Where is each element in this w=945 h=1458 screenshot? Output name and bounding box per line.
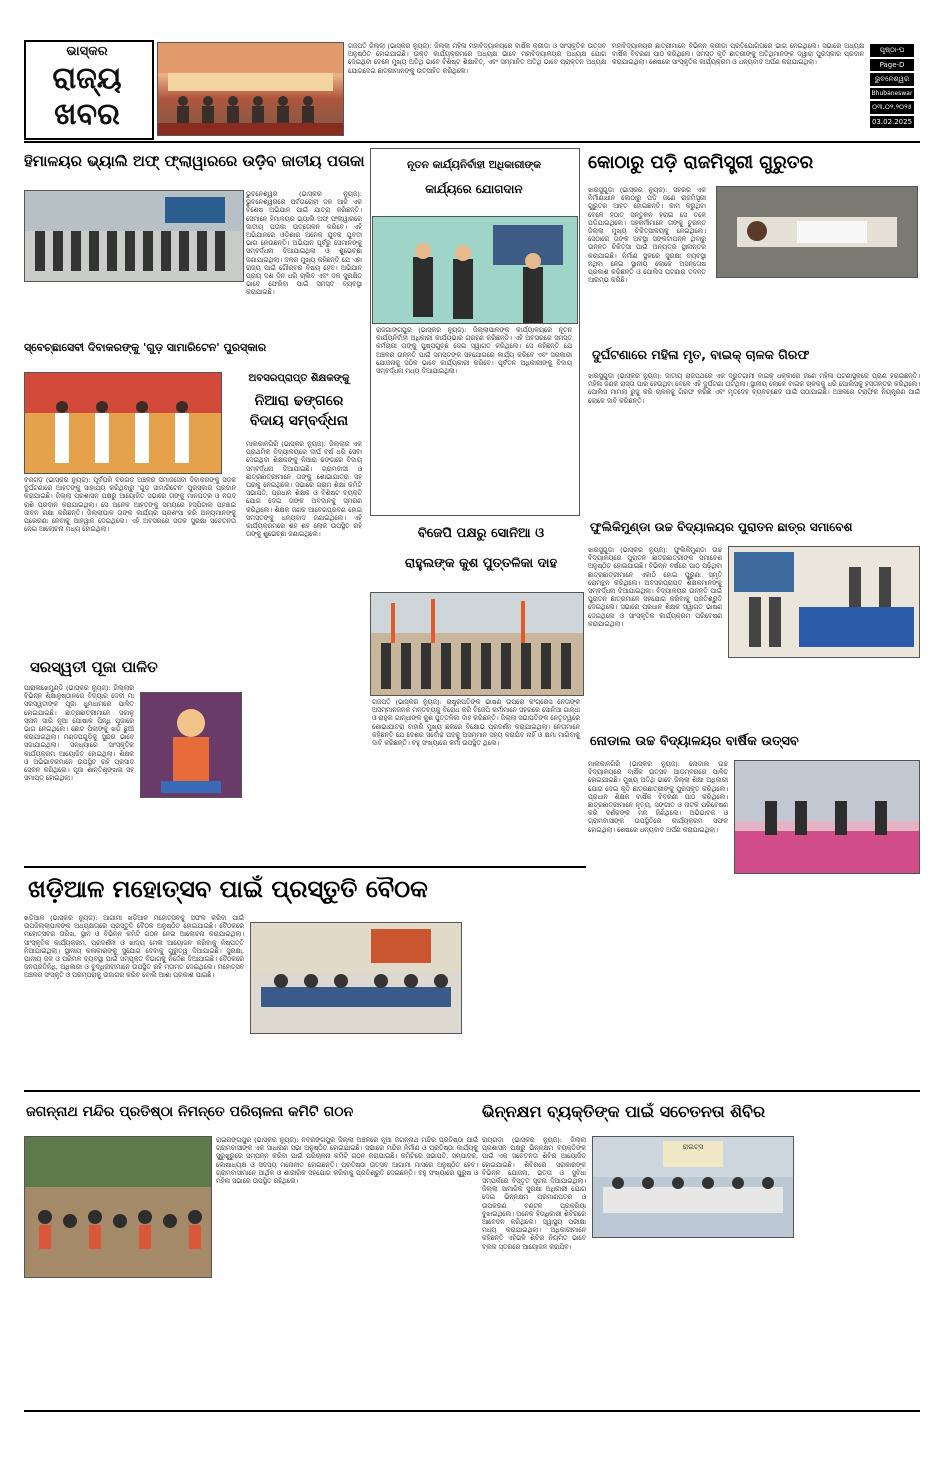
masthead-brand: ଭାସ୍କର <box>66 44 108 59</box>
village-meeting-image <box>25 1137 211 1277</box>
masthead-title-line2: ଖବର <box>54 97 120 132</box>
story3-text: ଝାରସୁଗୁଡ଼ା (ଭାସ୍କର ନ୍ୟୁଜ): ସହରର ଏକ ନିର୍ମାଣାଧୀନ କୋଠାରୁ ପଡ଼ି ଜଣେ ରାଜମିସ୍ତ୍ରୀ ଗୁରୁତର ଆହତ ହୋଇଛନ୍ତି। କାମ କରୁଥିବା ବେଳେ ହଠାତ୍ ସନ୍ତୁଳନ ହରାଇ ସେ ତଳେ ପଡ଼ିଯାଇଥିଲେ। ସହକର୍ମୀମାନେ ତାଙ୍କୁ ତୁରନ୍ତ ଜିଲ୍ଲା ମୁଖ୍ୟ ଚିକିତ୍ସାଳୟକୁ ନେଇଥିଲେ। ସେଠାରେ ତାଙ୍କ ଅବସ୍ଥା ସଙ୍କଟାପନ୍ନ ଥିବାରୁ ଉନ୍ନତ ଚିକିତ୍ସା ପାଇଁ ଅନ୍ୟତ୍ର ସ୍ଥାନାନ୍ତର କରାଯାଇଛି। ନିର୍ମାଣ ସ୍ଥଳରେ ସୁରକ୍ଷା ବ୍ୟବସ୍ଥା ନଥିବା ନେଇ ସ୍ଥାନୀୟ ଲୋକେ ଅସନ୍ତୋଷ ପ୍ରକାଶ କରିଛନ୍ତି ଓ ପୋଲିସ ଘଟଣାର ତଦନ୍ତ ଆରମ୍ଭ କରିଛି। <box>588 186 706 285</box>
story4-photo <box>24 372 222 474</box>
award-ceremony-image <box>25 373 221 473</box>
story2-headline-line1: ନୂତନ କାର୍ଯ୍ୟନିର୍ବାହୀ ଅଧିକାରୀଙ୍କ <box>406 159 541 171</box>
story7-photo <box>728 546 920 658</box>
annual-function-image <box>735 761 919 873</box>
story12-text-2 <box>24 1282 210 1398</box>
story4-text: ବରଗଡ଼ (ଭାସ୍କର ନ୍ୟୁଜ): ପୂର୍ବପରି ବରଗଡ଼ ଅଞ୍ଚଳର ସମାଜସେବୀ ଦିବାକରଙ୍କୁ ସଡ଼କ ଦୁର୍ଘଟଣାରେ ଆହତଙ୍କୁ ସାହାଯ୍ୟ କରିଥିବାରୁ 'ଗୁଡ଼ ସାମାରିଟେନ' ପୁରସ୍କାର ପ୍ରଦାନ କରାଯାଇଛି। ଜିଲ୍ଲା ପ୍ରଶାସନ ପକ୍ଷରୁ ଆୟୋଜିତ ସଭାରେ ତାଙ୍କୁ ମାନପତ୍ର ଓ ନଗଦ ରାଶି ପ୍ରଦାନ କରାଯାଇଥିଲା। ସେ ଅନେକ ଆହତଙ୍କୁ ସମୟରେ ହସ୍ପିଟାଲ ପହଞ୍ଚାଇ ଜୀବନ ରକ୍ଷା କରିଛନ୍ତି। ଜିଲ୍ଲାପାଳ ତାଙ୍କ କାର୍ଯ୍ୟର ପ୍ରଶଂସା କରି ଅନ୍ୟମାନଙ୍କୁ ପ୍ରେରଣା ନେବାକୁ ଆହ୍ୱାନ ଦେଇଥିଲେ। ଏହି ଅବସରରେ ସଡ଼କ ସୁରକ୍ଷା ସଚେତନତା ନେଇ ଆଲୋଚନା ମଧ୍ୟ ହୋଇଥିଲା। <box>24 476 236 534</box>
story7-text: ଝାରସୁଗୁଡ଼ା (ଭାସ୍କର ନ୍ୟୁଜ): ଫୁଲିକିମୁଣ୍ଡା ଉଚ୍ଚ ବିଦ୍ୟାଳୟରେ ପୁରାତନ ଛାତ୍ରଛାତ୍ରୀଙ୍କ ସମାବେଶ ଅନୁଷ୍ଠିତ ହୋଇଯାଇଛି। ବିଭିନ୍ନ ବର୍ଷରେ ପାଠ ପଢ଼ିଥିବା ଛାତ୍ରଛାତ୍ରୀମାନେ ଏକାଠି ହୋଇ ପୁରୁଣା ସ୍ମୃତି ରୋମନ୍ଥନ କରିଥିଲେ। ଅବସରପ୍ରାପ୍ତ ଶିକ୍ଷକମାନଙ୍କୁ ସମ୍ବର୍ଦ୍ଧନା ଦିଆଯାଇଥିଲା। ବିଦ୍ୟାଳୟର ଉନ୍ନତି ପାଇଁ ପୁରାତନ ଛାତ୍ରମାନେ ସହଯୋଗ କରିବାକୁ ପ୍ରତିଶ୍ରୁତି ଦେଇଥିଲେ। ସଭାରେ ପ୍ରଧାନ ଶିକ୍ଷକ ସ୍ୱାଗତ ଭାଷଣ ଦେଇଥିଲେ ଓ ସାଂସ୍କୃତିକ କାର୍ଯ୍ୟକ୍ରମ ପରିବେଷଣ କରାଯାଇଥିଲା। <box>588 546 722 628</box>
story5-headline-line2: ନିଆରା ଢଙ୍ଗରେ <box>254 393 344 409</box>
story13-text-3 <box>798 1136 918 1396</box>
top-story-text-right: ମହାବିଦ୍ୟାଳୟର ଛାତ୍ରୀମାନେ ବିଭିନ୍ନ କ୍ରୀଡା ପ୍ରତିଯୋଗିତାରେ ଭାଗ ନେଇଥିଲେ। ସଭାରେ ଅଧ୍ୟକ୍ଷ ବାର୍ଷିକ ବିବରଣୀ ପାଠ କରିଥିଲେ। ସମସ୍ତ କୃତି ଛାତ୍ରୀଙ୍କୁ ଅତିଥିମାନଙ୍କ ଦ୍ୱାରା ପୁରସ୍କାର ପ୍ରଦାନ କରାଯାଇଥିଲା। ଶେଷରେ ସାଂସ୍କୃତିକ କାର୍ଯ୍ୟକ୍ରମ ଓ ଧନ୍ୟବାଦ ଅର୍ପଣ କରାଯାଇଥିଲା। <box>612 42 864 67</box>
story1-photo <box>24 190 244 282</box>
story8-text: ପାରାଳାଖେମୁଣ୍ଡି (ଭାସ୍କର ନ୍ୟୁଜ): ଜିଲ୍ଲାର ବିଭିନ୍ନ ଶିକ୍ଷାନୁଷ୍ଠାନରେ ବିଦ୍ୟାର ଦେବୀ ମା ସରସ୍ୱତୀଙ୍କ ପୂଜା ଧୁମଧାମରେ ପାଳିତ ହୋଇଯାଇଛି। ଛାତ୍ରଛାତ୍ରୀମାନେ ସକାଳୁ ସ୍ନାନ ସାରି ନୂଆ ପୋଷାକ ପିନ୍ଧି ପୂଜାରେ ଭାଗ ନେଇଥିଲେ। ଛୋଟ ପିଲାଙ୍କୁ ଖଡ଼ି ଛୁଆଁ କରାଯାଇଥିଲା। ମଣ୍ଡପଗୁଡ଼ିକୁ ସୁନ୍ଦର ଭାବେ ସଜାଯାଇଥିଲା। ସନ୍ଧ୍ୟାରେ ସାଂସ୍କୃତିକ କାର୍ଯ୍ୟକ୍ରମ ଆୟୋଜିତ ହୋଇଥିଲା। ଶିକ୍ଷକ ଓ ଅଭିଭାବକମାନେ ଉପସ୍ଥିତ ରହି ପ୍ରସାଦ ସେବନ କରିଥିଲେ। ପୂଜା ଶାନ୍ତିଶୃଙ୍ଖଳା ସହ ସମାପ୍ତ ହୋଇଥିଲା। <box>24 684 134 783</box>
story6-text: ଝାରସୁଗୁଡ଼ା (ଭାସ୍କର ନ୍ୟୁଜ): ଜାତୀୟ ରାଜପଥରେ ଏକ ଦ୍ରୁତଗାମୀ ବାଇକ୍ ଧକ୍କାରେ ଜଣେ ମହିଳା ଘଟଣାସ୍ଥଳରେ ପ୍ରାଣ ହରାଇଛନ୍ତି। ମହିଳା ଜଣକ ରାସ୍ତା ପାର ହେଉଥିବା ବେଳେ ଏହି ଦୁର୍ଘଟଣା ଘଟିଥିଲା। ସ୍ଥାନୀୟ ଲୋକେ ବାଇକ ଚାଳକକୁ ଧରି ପୋଲିସକୁ ହସ୍ତାନ୍ତର କରିଥିଲେ। ପୋଲିସ ମାମଲା ରୁଜୁ କରି ଚାଳକକୁ ଗିରଫ କରିଛି ଏବଂ ମୃତଦେହ ବ୍ୟବଚ୍ଛେଦ ପାଇଁ ପଠାଯାଇଛି। ଅଞ୍ଚଳରେ ଟ୍ରାଫିକ ନିୟନ୍ତ୍ରଣ ପାଇଁ ଲୋକେ ଦାବି କରିଛନ୍ତି। <box>588 372 920 405</box>
office-handover-image <box>373 217 577 323</box>
masthead-divider <box>24 141 920 143</box>
story8-headline: ସରସ୍ୱତୀ ପୂଜା ପାଳିତ <box>30 658 158 676</box>
story12-photo <box>24 1136 212 1278</box>
story9-text: ଗଜପତି (ଭାସ୍କର ନ୍ୟୁଜ): ରାଷ୍ଟ୍ରପତିଙ୍କ ଭାଷଣ ଉପରେ କଂଗ୍ରେସ ନେତାଙ୍କ ଅସମ୍ମାନଜନକ ମନ୍ତବ୍ୟକୁ ବିରୋଧ କରି ବିଜେପି କର୍ମୀମାନେ ସହରରେ ସୋନିଆ ଗାନ୍ଧୀ ଓ ରାହୁଲ ଗାନ୍ଧୀଙ୍କ କୁଶ ପୁତ୍ତଳିକା ଦାହ କରିଛନ୍ତି। ଜିଲ୍ଲା ସଭାପତିଙ୍କ ନେତୃତ୍ୱରେ ଶୋଭାଯାତ୍ରା ବାହାରି ମୁଖ୍ୟ ଛକରେ ବିକ୍ଷୋଭ ପ୍ରଦର୍ଶନ କରାଯାଇଥିଲା। ନେତାମାନେ କହିଛନ୍ତି ଯେ ଦେଶର ସର୍ବୋଚ୍ଚ ପଦକୁ ଅସମ୍ମାନ ସହ୍ୟ କରାଯିବ ନାହିଁ ଓ କ୍ଷମା ମାଗିବାକୁ ଦାବି କରିଛନ୍ତି। ବହୁ ସଂଖ୍ୟାରେ କର୍ମୀ ଉପସ୍ଥିତ ଥିଲେ। <box>372 698 580 748</box>
story11-headline: ଖଡ଼ିଆଳ ମହୋତ୍ସବ ପାଇଁ ପ୍ରସ୍ତୁତି ବୈଠକ <box>28 875 428 903</box>
story2-headline-line2: କାର୍ଯ୍ୟରେ ଯୋଗଦାନ <box>425 182 523 196</box>
story13-text-2 <box>592 1242 792 1396</box>
story9-headline-line1: ବିଜେପି ପକ୍ଷରୁ ସୋନିଆ ଓ <box>417 526 545 541</box>
story13-headline: ଭିନ୍ନକ୍ଷମ ବ୍ୟକ୍ତିଙ୍କ ପାଇଁ ସଚେତନତା ଶିବିର <box>482 1102 766 1121</box>
story12-text: ରାଇରଙ୍ଗପୁର (ଭାସ୍କର ନ୍ୟୁଜ): ନବରଙ୍ଗପୁର ଜିଲ୍ଲା ଅଞ୍ଚଳରେ ନୂଆ ଜଗନ୍ନାଥ ମନ୍ଦିର ପ୍ରତିଷ୍ଠା ପାଇଁ ଗ୍ରାମବାସୀଙ୍କ ଏକ ସାଧାରଣ ସଭା ଅନୁଷ୍ଠିତ ହୋଇଯାଇଛି। ସଭାରେ ମନ୍ଦିର ନିର୍ମାଣ ଓ ପ୍ରତିଷ୍ଠା କାର୍ଯ୍ୟକୁ ସୁରୁଖୁରୁରେ ସମ୍ପନ୍ନ କରିବା ପାଇଁ ପରିଚାଳନା କମିଟି ଗଠନ କରାଯାଇଛି। କମିଟିରେ ସଭାପତି, ସମ୍ପାଦକ, କୋଷାଧ୍ୟକ୍ଷ ଓ ସଦସ୍ୟ ମନୋନୀତ ହୋଇଛନ୍ତି। ପ୍ରତିଷ୍ଠା ଉତ୍ସବ ଆଗାମୀ ମାସରେ ଅନୁଷ୍ଠିତ ହେବ। ଗ୍ରାମବାସୀମାନେ ଆର୍ଥିକ ଓ ଶାରୀରିକ ସହଯୋଗ କରିବାକୁ ପ୍ରତିଶ୍ରୁତି ଦେଇଛନ୍ତି। ବହୁ ସଂଖ୍ୟାରେ ପୁରୁଷ ଓ ମହିଳା ସଭାରେ ଉପସ୍ଥିତ ରହିଥିଲେ। <box>216 1136 478 1186</box>
awareness-camp-image <box>593 1137 793 1237</box>
story3-text-continued <box>716 282 916 342</box>
story10-text: ମାଲକାନଗିରି (ଭାସ୍କର ନ୍ୟୁଜ): ନୋଡାଲ ଉଚ୍ଚ ବିଦ୍ୟାଳୟରେ ବାର୍ଷିକ ଉତ୍ସବ ଆଡ଼ମ୍ବରରେ ପାଳିତ ହୋଇଯାଇଛି। ମୁଖ୍ୟ ଅତିଥି ଭାବେ ଜିଲ୍ଲା ଶିକ୍ଷା ଅଧିକାରୀ ଯୋଗ ଦେଇ କୃତି ଛାତ୍ରଛାତ୍ରୀଙ୍କୁ ପୁରସ୍କୃତ କରିଥିଲେ। ପ୍ରଧାନ ଶିକ୍ଷକ ବାର୍ଷିକ ବିବରଣୀ ପାଠ କରିଥିଲେ। ଛାତ୍ରଛାତ୍ରୀମାନେ ନୃତ୍ୟ, ସଙ୍ଗୀତ ଓ ନାଟକ ପରିବେଷଣ କରି ଦର୍ଶକଙ୍କ ମନ ଜିଣିଥିଲେ। ଅଭିଭାବକ ଓ ଗ୍ରାମବାସୀଙ୍କ ଉପସ୍ଥିତିରେ କାର୍ଯ୍ୟକ୍ରମ ସଫଳ ହୋଇଥିଲା। ଶେଷରେ ଧନ୍ୟବାଦ ଅର୍ପଣ କରାଯାଇଥିଲା। <box>588 760 728 834</box>
story13-photo-sign: ରାଇଟ୍ସ <box>682 1143 704 1151</box>
preparatory-meeting-image <box>251 923 461 1033</box>
story12-headline: ଜଗନ୍ନାଥ ମନ୍ଦିର ପ୍ରତିଷ୍ଠା ନିମନ୍ତେ ପରିଚାଳନା କମିଟି ଗଠନ <box>26 1104 354 1120</box>
masthead <box>24 40 154 140</box>
story11-text: ଖଡ଼ିଆଳ (ଭାସ୍କର ନ୍ୟୁଜ): ଆଗାମୀ ଖଡ଼ିଆଳ ମହୋତ୍ସବକୁ ସଫଳ କରିବା ପାଇଁ ଉପଜିଲ୍ଲାପାଳଙ୍କ ଅଧ୍ୟକ୍ଷତାରେ ପ୍ରସ୍ତୁତି ବୈଠକ ଅନୁଷ୍ଠିତ ହୋଇଯାଇଛି। ବୈଠକରେ ମହୋତ୍ସବର ତାରିଖ, ସ୍ଥାନ ଓ ବିଭିନ୍ନ କମିଟି ଗଠନ ନେଇ ଆଲୋଚନା କରାଯାଇଥିଲା। ସାଂସ୍କୃତିକ କାର୍ଯ୍ୟକ୍ରମ, ପ୍ରଦର୍ଶନୀ ଓ ଖାଦ୍ୟ ମେଳା ଆୟୋଜନ କରିବାକୁ ନିଷ୍ପତ୍ତି ନିଆଯାଇଥିଲା। ସ୍ଥାନୀୟ କଳାକାରଙ୍କୁ ସୁଯୋଗ ଦେବାକୁ ଗୁରୁତ୍ୱ ଦିଆଯାଇଛି। ସୁରକ୍ଷା, ପାନୀୟ ଜଳ ଓ ପରିମଳ ବ୍ୟବସ୍ଥା ପାଇଁ ସମ୍ପୃକ୍ତ ବିଭାଗକୁ ନିର୍ଦ୍ଦେଶ ଦିଆଯାଇଛି। ବୈଠକରେ ଜନପ୍ରତିନିଧି, ଅଧିକାରୀ ଓ ବୁଦ୍ଧିଜୀବୀମାନେ ଉପସ୍ଥିତ ରହି ମତାମତ ଦେଇଥିଲେ। ମହୋତ୍ସବ ଅଞ୍ଚଳର ସଂସ୍କୃତି ଓ ପରମ୍ପରାକୁ ଉଜାଗର କରିବ ବୋଲି ଆଶା ପ୍ରକାଶ ପାଇଛି। <box>24 914 244 980</box>
story9-photo <box>370 592 584 696</box>
page-number-en: Page-D <box>870 59 914 71</box>
page-info-box <box>870 44 914 130</box>
story9-headline-line2: ରାହୁଲଙ୍କ କୁଶ ପୁତ୍ତଳିକା ଦାହ <box>404 556 558 571</box>
story5-text: ମାଲକାନଗିରି (ଭାସ୍କର ନ୍ୟୁଜ): ଜିଲ୍ଲାର ଏକ ପ୍ରାଥମିକ ବିଦ୍ୟାଳୟରେ ଦୀର୍ଘ ବର୍ଷ ଧରି ସେବା ଦେଇଥିବା ଶିକ୍ଷକଙ୍କୁ ନିଆରା ଢଙ୍ଗରେ ବିଦାୟ ସମ୍ବର୍ଦ୍ଧନା ଦିଆଯାଇଛି। ଗ୍ରାମବାସୀ ଓ ଛାତ୍ରଛାତ୍ରୀମାନେ ତାଙ୍କୁ ଶୋଭାଯାତ୍ରା ସହ ଘରକୁ ନେଇଥିଲେ। ସଭାରେ ଗ୍ରାମ ଶିକ୍ଷା କମିଟି ସଭାପତି, ପ୍ରଧାନ ଶିକ୍ଷକ ଓ ବିଶିଷ୍ଟ ବ୍ୟକ୍ତି ଯୋଗ ଦେଇ ତାଙ୍କ ଅବଦାନକୁ ସ୍ମରଣ କରିଥିଲେ। ଶିକ୍ଷକ ଜଣକ ଆବେଗପ୍ରବଣ ହୋଇ ସମସ୍ତଙ୍କୁ ଧନ୍ୟବାଦ ଜଣାଇଥିଲେ। ଏହି କାର୍ଯ୍ୟକ୍ରମରେ ଶହ ଶହ ଲୋକ ଉପସ୍ଥିତ ରହି ତାଙ୍କୁ ଶୁଭେଚ୍ଛା ଜଣାଇଥିଲେ। <box>246 440 362 539</box>
story6-headline: ଦୁର୍ଘଟଣାରେ ମହିଳା ମୃତ, ବାଇକ୍ ଚାଳକ ଗିରଫ <box>592 347 810 362</box>
date-en: 03.02.2025 <box>871 118 913 126</box>
story4-headline: ସ୍ବେଚ୍ଛାସେବୀ ଦିବାକରଙ୍କୁ 'ଗୁଡ଼ ସାମାରିଟେନ' ପୁରସ୍କାର <box>24 341 267 354</box>
page-number-or: ପୃଷ୍ଠା-ଘ <box>870 44 914 57</box>
group-photo-image <box>25 191 243 281</box>
protest-effigy-image <box>371 593 583 695</box>
bottom-rule <box>24 1410 920 1412</box>
alumni-meet-image <box>729 547 919 657</box>
top-story-text-left: ଗଜପତି ଜିଲ୍ଲା (ଭାସ୍କର ନ୍ୟୁଜ): ଜିଲ୍ଲା ମହିଳା ମହାବିଦ୍ୟାଳୟରେ ବାର୍ଷିକ କ୍ରୀଡା ଓ ସାଂସ୍କୃତିକ ଉତ୍ସବ ଅନୁଷ୍ଠିତ ହୋଇଯାଇଛି। ଉକ୍ତ କାର୍ଯ୍ୟକ୍ରମରେ ଅଧ୍ୟକ୍ଷ ଭାବେ ମହାବିଦ୍ୟାଳୟର ଅଧ୍ୟକ୍ଷ ଯୋଗ ଦେଇଥିବା ବେଳେ ମୁଖ୍ୟ ଅତିଥି ଭାବେ ବିଶିଷ୍ଟ ଶିକ୍ଷାବିତ୍, ଏବଂ ସମ୍ମାନିତ ଅତିଥି ଭାବେ ପ୍ରାକ୍ତନ ଅଧ୍ୟକ୍ଷ ଯୋଗଦେଇ ଛାତ୍ରୀମାନଙ୍କୁ ଉତ୍ସାହିତ କରିଥିଲେ। <box>348 42 606 75</box>
story10-headline: ନୋଡାଲ ଉଚ୍ଚ ବିଦ୍ୟାଳୟର ବାର୍ଷିକ ଉତ୍ସବ <box>590 734 799 749</box>
story5-headline-line1: ଅବସରପ୍ରାପ୍ତ ଶିକ୍ଷକଙ୍କୁ <box>248 373 350 384</box>
story10-text-continued <box>588 876 918 1086</box>
story3-photo <box>716 186 918 278</box>
story3-headline: କୋଠାରୁ ପଡ଼ି ରାଜମିସ୍ତ୍ରୀ ଗୁରୁତର <box>588 152 814 173</box>
story13-text: ରାୟଗଡ଼ା (ଭାସ୍କର ନ୍ୟୁଜ): ଜିଲ୍ଲା ପ୍ରଶାସନ ପକ୍ଷରୁ ଭିନ୍ନକ୍ଷମ ବ୍ୟକ୍ତିଙ୍କ ପାଇଁ ଏକ ସଚେତନତା ଶିବିର ଆୟୋଜିତ ହୋଇଯାଇଛି। ଶିବିରରେ ସରକାରଙ୍କ ବିଭିନ୍ନ ଯୋଜନା, ଭତ୍ତା ଓ ସୁବିଧା ସମ୍ପର୍କରେ ବିସ୍ତୃତ ସୂଚନା ଦିଆଯାଇଥିଲା। ଜିଲ୍ଲା ସାମାଜିକ ସୁରକ୍ଷା ଅଧିକାରୀ ଯୋଗ ଦେଇ ଭିନ୍ନକ୍ଷମ ପ୍ରମାଣପତ୍ର ଓ ଉପକରଣ ବଣ୍ଟନ ପ୍ରକ୍ରିୟା ବୁଝାଇଥିଲେ। ଅନେକ ହିତାଧିକାରୀ ଶିବିରରେ ଆବେଦନ କରିଥିଲେ। ସ୍ୱାସ୍ଥ୍ୟ ପରୀକ୍ଷା ମଧ୍ୟ କରାଯାଇଥିଲା। ଅଧିକାରୀମାନେ କହିଛନ୍ତି ଏହିଭଳି ଶିବିର ନିୟମିତ ଭାବେ ବ୍ଲକ ସ୍ତରରେ ଆୟୋଜନ କରାଯିବ। <box>482 1136 586 1251</box>
city-en: Bhubaneswar <box>871 90 913 97</box>
masthead-title-line1: ରାଜ୍ୟ <box>52 61 122 96</box>
saraswati-idol-image <box>141 693 241 797</box>
story10-photo <box>734 760 920 874</box>
story5-headline-line3: ବିଦାୟ ସମ୍ବର୍ଦ୍ଧନା <box>249 413 349 429</box>
injured-worker-image <box>717 187 917 277</box>
story11-text-2 <box>466 914 582 1084</box>
city-or: ଭୁବନେଶ୍ୱର <box>870 73 914 86</box>
story2-photo <box>372 216 578 324</box>
story1-headline: ହିମାଳୟର ଭ୍ୟାଲି ଅଫ୍ ଫ୍ଲାୱାରରେ ଉଡ଼ିବ ଜାତୀୟ ପତାକା <box>24 152 365 170</box>
top-banner-photo <box>157 42 344 136</box>
story7-headline: ଫୁଲିକିମୁଣ୍ଡା ଉଚ୍ଚ ବିଦ୍ୟାଳୟର ପୁରାତନ ଛାତ୍ର ସମାବେଶ <box>590 520 853 534</box>
story13-photo <box>592 1136 794 1238</box>
story11-photo <box>250 922 462 1034</box>
story8-photo <box>140 692 242 798</box>
story2-text: ରାଜଗାଙ୍ଗପୁର (ଭାସ୍କର ନ୍ୟୁଜ): ଜିଲ୍ଲାପାଳଙ୍କ କାର୍ଯ୍ୟାଳୟରେ ନୂତନ କାର୍ଯ୍ୟନିର୍ବାହୀ ଅଧିକାରୀ କାର୍ଯ୍ୟଭାର ଗ୍ରହଣ କରିଛନ୍ତି। ଏହି ଅବସରରେ ସମସ୍ତ କର୍ମଚାରୀ ତାଙ୍କୁ ପୁଷ୍ପଗୁଚ୍ଛ ଦେଇ ସ୍ୱାଗତ କରିଥିଲେ। ସେ କହିଛନ୍ତି ଯେ ଅଞ୍ଚଳର ଉନ୍ନତି ପାଇଁ ସମସ୍ତଙ୍କ ସହଯୋଗରେ କାର୍ଯ୍ୟ କରିବେ ଏବଂ ସରକାରୀ ଯୋଜନାକୁ ସଠିକ ଭାବେ କାର୍ଯ୍ୟକାରୀ କରିବେ। ପୂର୍ବତନ ଅଧିକାରୀଙ୍କୁ ବିଦାୟ ସମ୍ବର୍ଦ୍ଧନା ମଧ୍ୟ ଦିଆଯାଇଥିଲା। <box>376 326 572 376</box>
event-stage-image <box>158 43 343 135</box>
story1-text: ଭୁବନେଶ୍ୱର (ଭାସ୍କର ନ୍ୟୁଜ): ଭୁବନେଶ୍ୱରରେ ପର୍ବତାରୋହୀ ଦଳ ଆଜି ଏକ ବିଶେଷ ଅଭିଯାନ ପାଇଁ ଯାତ୍ରା କରିଛନ୍ତି। ସେମାନେ ହିମାଳୟର ଭ୍ୟାଲି ଅଫ୍ ଫ୍ଲାୱାରରେ ଜାତୀୟ ପତାକା ଉତ୍ତୋଳନ କରିବେ। ଏହି ଅଭିଯାନରେ ଓଡ଼ିଶାର ଅନେକ ଯୁବକ ଯୁବତୀ ଭାଗ ନେଉଛନ୍ତି। ଅଭିଯାନ ପୂର୍ବରୁ ସେମାନଙ୍କୁ ସମ୍ବର୍ଦ୍ଧନା ଦିଆଯାଇଥିଲା ଓ ଶୁଭେଚ୍ଛା ଜଣାଯାଇଥିଲା। ଦଳର ମୁଖ୍ୟ କହିଛନ୍ତି ଯେ ଏହା ରାଜ୍ୟ ପାଇଁ ଗୌରବର ବିଷୟ ହେବ। ଅଭିଯାନ ପ୍ରାୟ ଦଶ ଦିନ ଧରି ଚାଲିବ ଏବଂ ଦଳ ସୁରକ୍ଷିତ ଭାବେ ଫେରିବା ପାଇଁ ସମସ୍ତ ବ୍ୟବସ୍ଥା କରାଯାଇଛି। <box>246 190 362 297</box>
date-or: ୦୩.୦୨.୨୦୨୫ <box>870 101 914 114</box>
